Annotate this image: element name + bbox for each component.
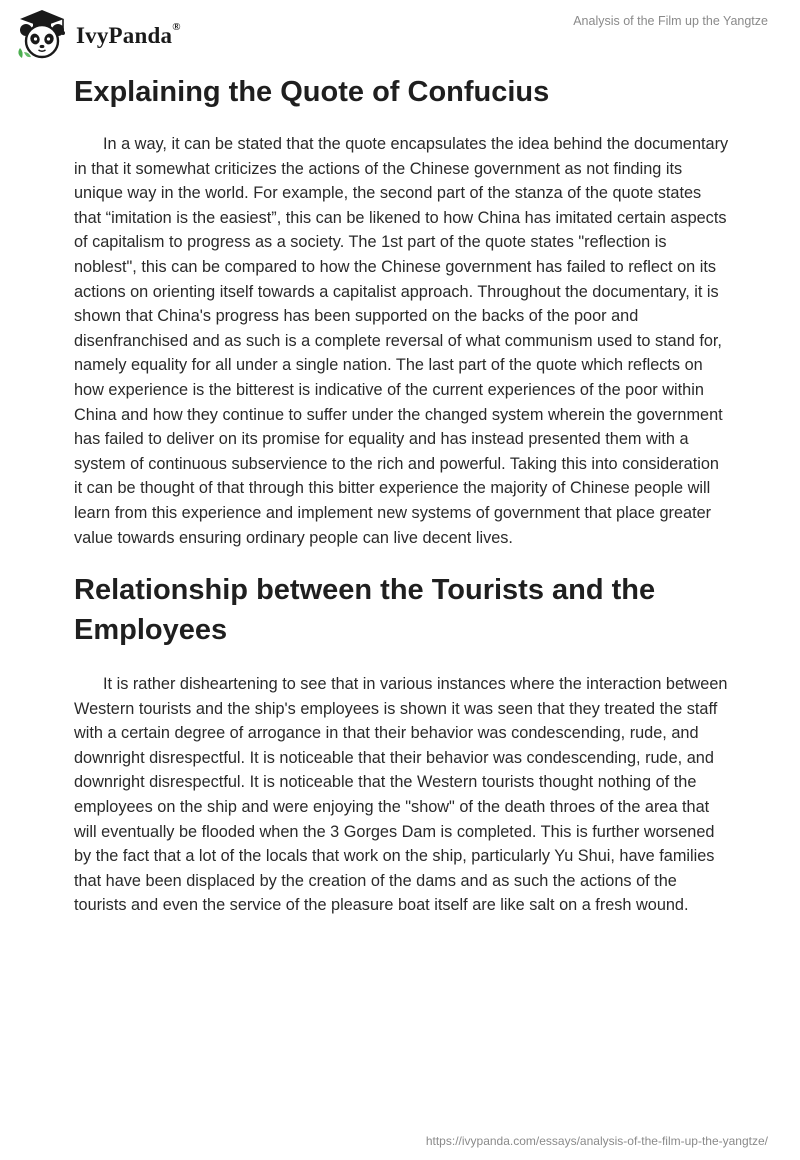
page-header xyxy=(0,0,800,70)
section-paragraph-tourists-employees: It is rather disheartening to see that in various instances where the interaction between Western tourists and the ship's employees is shown it was seen that they treated the staff with a certain degree of arrogance in that their behavior was condescending, rude, and downright disrespectful. It is noticeable that their behavior was condescending, rude, and downright disrespectful. It is noticeable that the Western tourists thought nothing of the employees on the ship and were enjoying the "show" of the death throes of the area that will eventually be flooded when the 3 Gorges Dam is completed. This is further worsened by the fact that a lot of the locals that work on the ship, particularly Yu Shui, have families that have been displaced by the creation of the dams and as such the actions of the tourists and even the service of the pleasure boat itself are like salt on a fresh wound. xyxy=(74,675,728,915)
brand-name: IvyPanda® xyxy=(76,21,181,48)
section-paragraph-confucius-quote: In a way, it can be stated that the quote encapsulates the idea behind the documentary in that it somewhat criticizes the actions of the Chinese government as not finding its unique way in the world. For example, the second part of the stanza of the quote states that “imitation is the easiest”, this can be likened to how China has imitated certain aspects of capitalism to progress as a society. The 1st part of the quote states "reflection is noblest", this can be compared to how the Chinese government has failed to reflect on its actions on orienting itself towards a capitalist approach. Throughout the documentary, it is shown that China's progress has been supported on the backs of the poor and disenfranchised and as such is a complete reversal of what communism used to stand for, namely equality for all under a single nation. The last part of the quote which reflects on how experience is the bitterest is indicative of the current experiences of the poor within China and how they continue to suffer under the changed system wherein the government has failed to deliver on its promise for equality and has instead presented them with a system of continuous subservience to the rich and powerful. Taking this into consideration it can be thought of that through this bitter experience the majority of Chinese people will learn from this experience and implement new systems of government that place greater value towards ensuring ordinary people can live decent lives. xyxy=(74,135,729,547)
source-url-link[interactable]: https://ivypanda.com/essays/analysis-of-the-film-up-the-yangtze/ xyxy=(425,1134,768,1148)
running-title: Analysis of the Film up the Yangtze xyxy=(573,14,768,28)
ivypanda-logo[interactable] xyxy=(14,8,181,60)
section-heading-confucius-quote: Explaining the Quote of Confucius xyxy=(74,76,550,108)
section-heading-tourists-employees: Relationship between the Tourists and the Employees xyxy=(74,574,656,647)
registered-mark: ® xyxy=(172,21,181,33)
panda-logo-icon xyxy=(14,8,70,60)
article-body xyxy=(74,72,730,918)
